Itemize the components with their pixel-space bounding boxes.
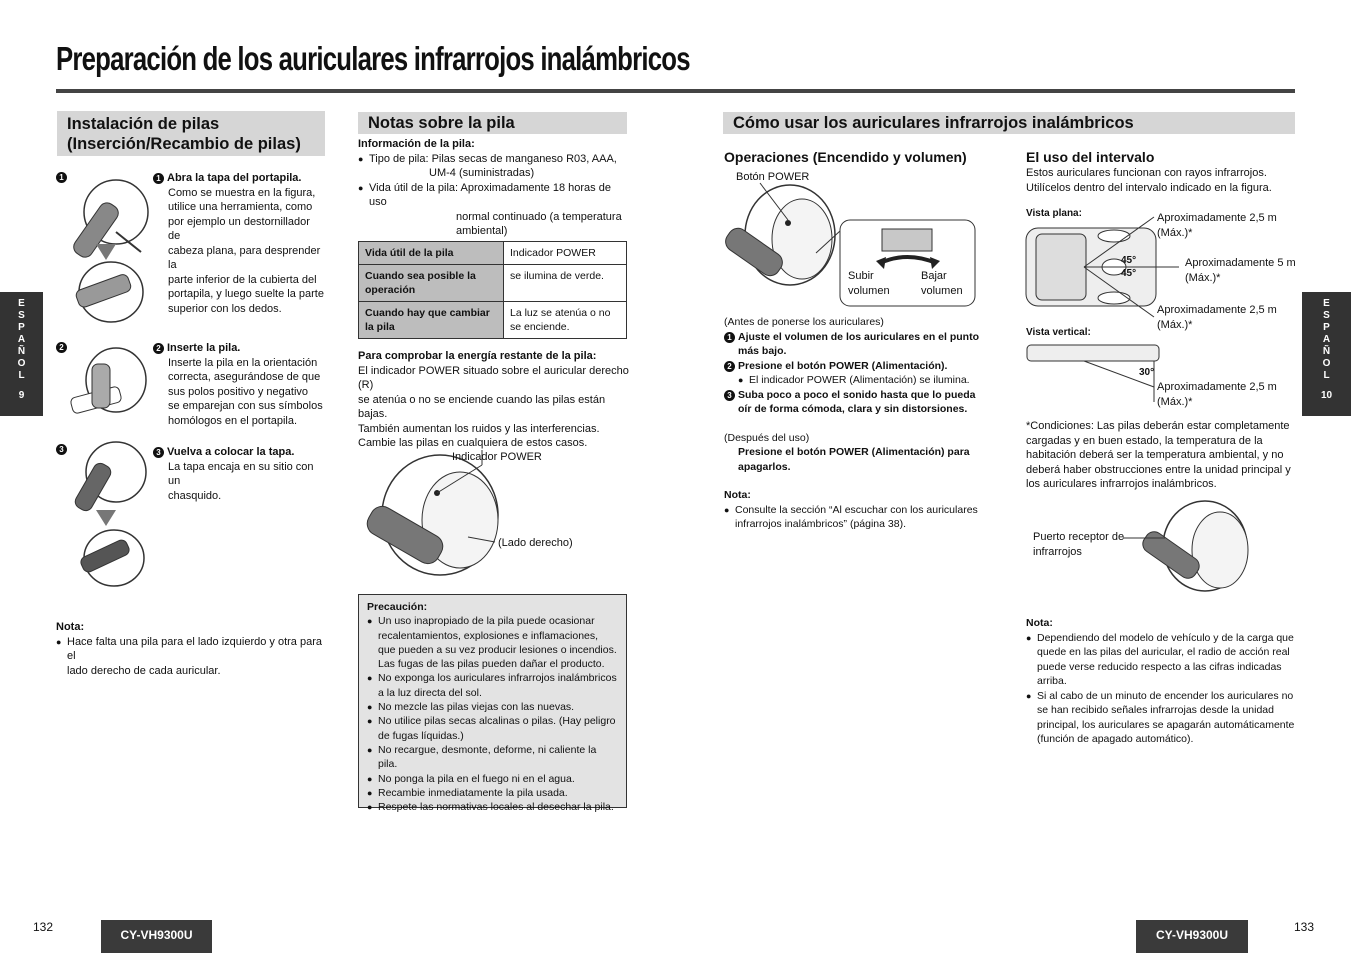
step-number-badge: 3 [724, 390, 735, 401]
section-heading-battery-install [57, 111, 325, 156]
info-item-life [358, 181, 630, 239]
info-item-type [358, 152, 630, 181]
step-number-badge: 3 [56, 444, 67, 455]
step-number-badge: 1 [56, 172, 67, 183]
step-line: portapila, y luego suelte la parte [168, 288, 324, 300]
side-tab-left [0, 292, 43, 416]
table-row [359, 242, 627, 265]
step-line: chasquido. [168, 489, 222, 502]
side-tab-letter: Ñ [1322, 346, 1331, 357]
step-line: correcta, asegurándose de que [168, 371, 321, 383]
step-line: se emparejan con sus símbolos [168, 400, 323, 412]
model-label-left: CY-VH9300U [101, 920, 212, 953]
check-line: También aumentan los ruidos y las interferencias. [358, 422, 600, 435]
table-cell: Indicador POWER [504, 242, 627, 265]
side-tab-letter: O [1322, 358, 1331, 369]
check-line: El indicador POWER situado sobre el auricular derecho (R) [358, 364, 629, 391]
range-max: (Máx.)* [1185, 271, 1221, 284]
operation-step [724, 330, 986, 359]
page-number-right: 133 [1294, 920, 1315, 934]
title-rule [56, 89, 1295, 93]
section-heading-battery-notes: Notas sobre la pila [358, 112, 627, 134]
nota-label: Nota: [724, 489, 751, 501]
range-distance: Aproximadamente 2,5 m [1157, 212, 1277, 224]
page-title: Preparación de los auriculares infrarrojos inalámbricos [56, 40, 690, 77]
angle-45-upper: 45° [1121, 255, 1137, 266]
range-heading: El uso del intervalo [1026, 149, 1155, 165]
range-max: (Máx.)* [1157, 318, 1193, 331]
nota-item: ● Dependiendo del modelo de vehículo y de la carga que quede en las pilas del auricular, el radio de acción real puede verse reducido respecto a las cifras indicadas arriba. [1026, 631, 1296, 689]
precaution-item: ● No recargue, desmonte, deforme, ni caliente la pila. [367, 743, 618, 772]
table-row [359, 302, 627, 339]
range-max: (Máx.)* [1157, 226, 1193, 239]
after-use-instruction: Presione el botón POWER (Alimentación) para apagarlos. [738, 446, 970, 473]
step-figure-3 [56, 440, 151, 590]
conditions-note: *Condiciones: Las pilas deberán estar completamente cargadas y en buen estado, la temperatura de la habitación deberá ser la temperatura ambiental, y no deberá haber obstrucciones entre la unidad principal y los auriculares infrarrojos inalámbricos. [1026, 420, 1291, 490]
step-1-text [153, 171, 325, 316]
page-number-left: 132 [33, 920, 54, 934]
range-label-lower [1157, 303, 1277, 332]
volume-down-label: Bajar volumen [921, 270, 963, 297]
step-line: La tapa encaja en su sitio con un [168, 460, 314, 487]
side-tab-letter: S [18, 310, 25, 321]
check-line: se atenúa o no se enciende cuando las pilas están bajas. [358, 393, 606, 420]
side-tab-letter: A [1322, 334, 1331, 345]
table-cell: Cuando hay que cambiar la pila [359, 302, 504, 339]
precaution-item: ● No ponga la pila en el fuego ni en el agua. [367, 772, 618, 786]
side-tab-number: 10 [1320, 390, 1333, 401]
side-tab-letter: A [17, 334, 26, 345]
side-tab-letter: O [17, 358, 26, 369]
battery-info [358, 137, 630, 239]
section-heading-usage: Cómo usar los auriculares infrarrojos inalámbricos [723, 112, 1295, 134]
check-label: Para comprobar la energía restante de la pila: [358, 350, 597, 362]
step-line: parte inferior de la cubierta del [168, 273, 317, 286]
step-title [153, 445, 325, 460]
step-number-badge: 2 [56, 342, 67, 353]
operation-step-text: Presione el botón POWER (Alimentación). [738, 359, 948, 372]
step-line: Como se muestra en la figura, [168, 186, 316, 199]
step-title-text: Vuelva a colocar la tapa. [167, 446, 295, 458]
after-use-label: (Después del uso) [724, 431, 810, 444]
table-cell: La luz se atenúa o no se enciende. [504, 302, 627, 339]
right-side-label: (Lado derecho) [498, 537, 573, 549]
step-line: superior con los dedos. [168, 302, 282, 315]
step-title-text: Abra la tapa del portapila. [167, 172, 302, 184]
step-line: utilice una herramienta, como [168, 201, 313, 213]
vertical-view-label: Vista vertical: [1026, 327, 1091, 338]
step-title-text: Inserte la pila. [167, 342, 241, 354]
range-line: Estos auriculares funcionan con rayos infrarrojos. [1026, 167, 1267, 179]
step-3-text [153, 445, 325, 503]
angle-45-lower: 45° [1121, 268, 1137, 279]
side-tab-letter: P [18, 322, 25, 333]
check-line: Cambie las pilas en cualquiera de estos casos. [358, 437, 588, 449]
volume-figure [730, 183, 980, 308]
table-cell: se ilumina de verde. [504, 265, 627, 302]
power-button-label: Botón POWER [736, 171, 810, 183]
step-number-badge: 3 [153, 447, 164, 458]
headphone-insert-battery-illustration [56, 342, 151, 422]
step-number-badge: 1 [153, 173, 164, 184]
heading-line: (Inserción/Recambio de pilas) [67, 135, 301, 153]
side-tab-letter: E [18, 298, 25, 309]
before-use-label: (Antes de ponerse los auriculares) [724, 316, 884, 328]
info-line: UM-4 (suministradas) [429, 167, 535, 179]
side-tab-letter: S [1323, 310, 1330, 321]
table-cell: Cuando sea posible la operación [359, 265, 504, 302]
plan-view-label: Vista plana: [1026, 208, 1082, 219]
model-label-right: CY-VH9300U [1136, 920, 1248, 953]
operations-steps [724, 315, 986, 532]
info-label: Información de la pila: [358, 138, 475, 150]
operation-step [724, 359, 986, 374]
precaution-label: Precaución: [367, 601, 428, 613]
range-distance: Aproximadamente 2,5 m [1157, 304, 1277, 316]
side-tab-letter: L [1323, 370, 1330, 381]
precaution-box [358, 594, 627, 814]
info-line: ambiental) [456, 225, 508, 237]
side-tab-letter: P [1323, 322, 1330, 333]
side-tab-letter: L [18, 370, 25, 381]
step-number-badge: 2 [724, 361, 735, 372]
nota-item: ● Consulte la sección “Al escuchar con los auriculares infrarrojos inalámbricos” (página 38). [724, 503, 986, 532]
step-figure-1 [56, 172, 151, 332]
side-tab-right [1302, 292, 1351, 416]
range-intro [1026, 166, 1296, 195]
operation-step-text: Suba poco a poco el sonido hasta que lo pueda oír de forma cómoda, clara y sin distorsiones. [738, 388, 976, 415]
range-distance: Aproximadamente 2,5 m [1157, 381, 1277, 393]
step-title [153, 341, 325, 356]
power-indicator-figure [370, 445, 630, 585]
range-nota [1026, 616, 1296, 747]
plan-view-figure [1024, 210, 1299, 330]
battery-life-table [358, 241, 627, 339]
operation-step-text: Ajuste el volumen de los auriculares en el punto más bajo. [738, 330, 979, 357]
operation-substep: ● El indicador POWER (Alimentación) se ilumina. [738, 373, 986, 388]
ir-receiver-label [1033, 530, 1124, 559]
heading-line: Instalación de pilas [67, 115, 220, 133]
ir-receiver-figure [1030, 498, 1295, 593]
table-row [359, 265, 627, 302]
side-tab-letter: Ñ [17, 346, 26, 357]
headphone-right-side-illustration [370, 445, 630, 585]
nota-label: Nota: [1026, 617, 1053, 629]
nota-label: Nota: [56, 621, 85, 633]
headphone-close-cover-illustration [56, 440, 151, 590]
operations-heading: Operaciones (Encendido y volumen) [724, 149, 967, 165]
step-2-text [153, 341, 325, 428]
step-line: sus polos positivo y negativo [168, 385, 309, 398]
step-number-badge: 1 [724, 332, 735, 343]
range-max: (Máx.)* [1157, 395, 1193, 408]
table-cell: Vida útil de la pila [359, 242, 504, 265]
volume-up-label: Subir volumen [848, 270, 890, 297]
precaution-item: ● No exponga los auriculares infrarrojos inalámbricos a la luz directa del sol. [367, 671, 618, 700]
step-line: por ejemplo un destornillador de [168, 215, 310, 242]
range-line: Utilícelos dentro del intervalo indicado en la figura. [1026, 181, 1272, 194]
left-nota [56, 620, 326, 678]
receiver-line: infrarrojos [1033, 545, 1082, 558]
operation-step [724, 388, 986, 417]
nota-item: ● Si al cabo de un minuto de encender los auriculares no se han recibido señales infrarrojas desde la unidad principal, los auriculares se apagarán automáticamente (función de apagado automático). [1026, 689, 1296, 747]
step-number-badge: 2 [153, 343, 164, 354]
nota-line: ● Hace falta una pila para el lado izquierdo y otra para el [67, 635, 322, 662]
precaution-item: ● No utilice pilas secas alcalinas o pilas. (Hay peligro de fugas líquidas.) [367, 714, 618, 743]
range-distance: Aproximadamente 5 m [1185, 257, 1296, 269]
side-tab-letter: E [1323, 298, 1330, 309]
angle-30: 30° [1139, 367, 1155, 378]
range-label-upper [1157, 211, 1277, 240]
side-tab-number: 9 [18, 390, 25, 401]
range-label-vertical [1157, 380, 1277, 409]
range-label-middle [1185, 256, 1296, 285]
step-line: homólogos en el portapila. [168, 414, 298, 427]
precaution-item: ● No mezcle las pilas viejas con las nuevas. [367, 700, 618, 714]
nota-item [56, 635, 326, 679]
info-line: normal continuado (a temperatura [456, 210, 622, 223]
precaution-item: ● Recambie inmediatamente la pila usada. [367, 786, 618, 800]
precaution-item: ● Respete las normativas locales al desechar la pila. [367, 800, 618, 814]
nota-line: lado derecho de cada auricular. [67, 664, 221, 677]
info-line: ● Vida útil de la pila: Aproximadamente 18 horas de uso [369, 181, 611, 208]
battery-check [358, 349, 633, 451]
receiver-line: Puerto receptor de [1033, 531, 1125, 543]
vertical-view-figure [1024, 342, 1299, 412]
power-indicator-label: Indicador POWER [452, 451, 542, 463]
info-line: ● Tipo de pila: Pilas secas de manganeso R03, AAA, [369, 152, 617, 165]
step-title [153, 171, 325, 186]
step-line: cabeza plana, para desprender la [168, 244, 321, 271]
step-figure-2 [56, 342, 151, 422]
precaution-item: ● Un uso inapropiado de la pila puede ocasionar recalentamientos, explosiones e inflamaciones, que pueden a su vez producir lesiones o incendios. Las fugas de las pilas pueden dañar el producto. [367, 614, 618, 671]
step-line: Inserte la pila en la orientación [168, 356, 318, 369]
headphone-open-cover-illustration [56, 172, 151, 332]
